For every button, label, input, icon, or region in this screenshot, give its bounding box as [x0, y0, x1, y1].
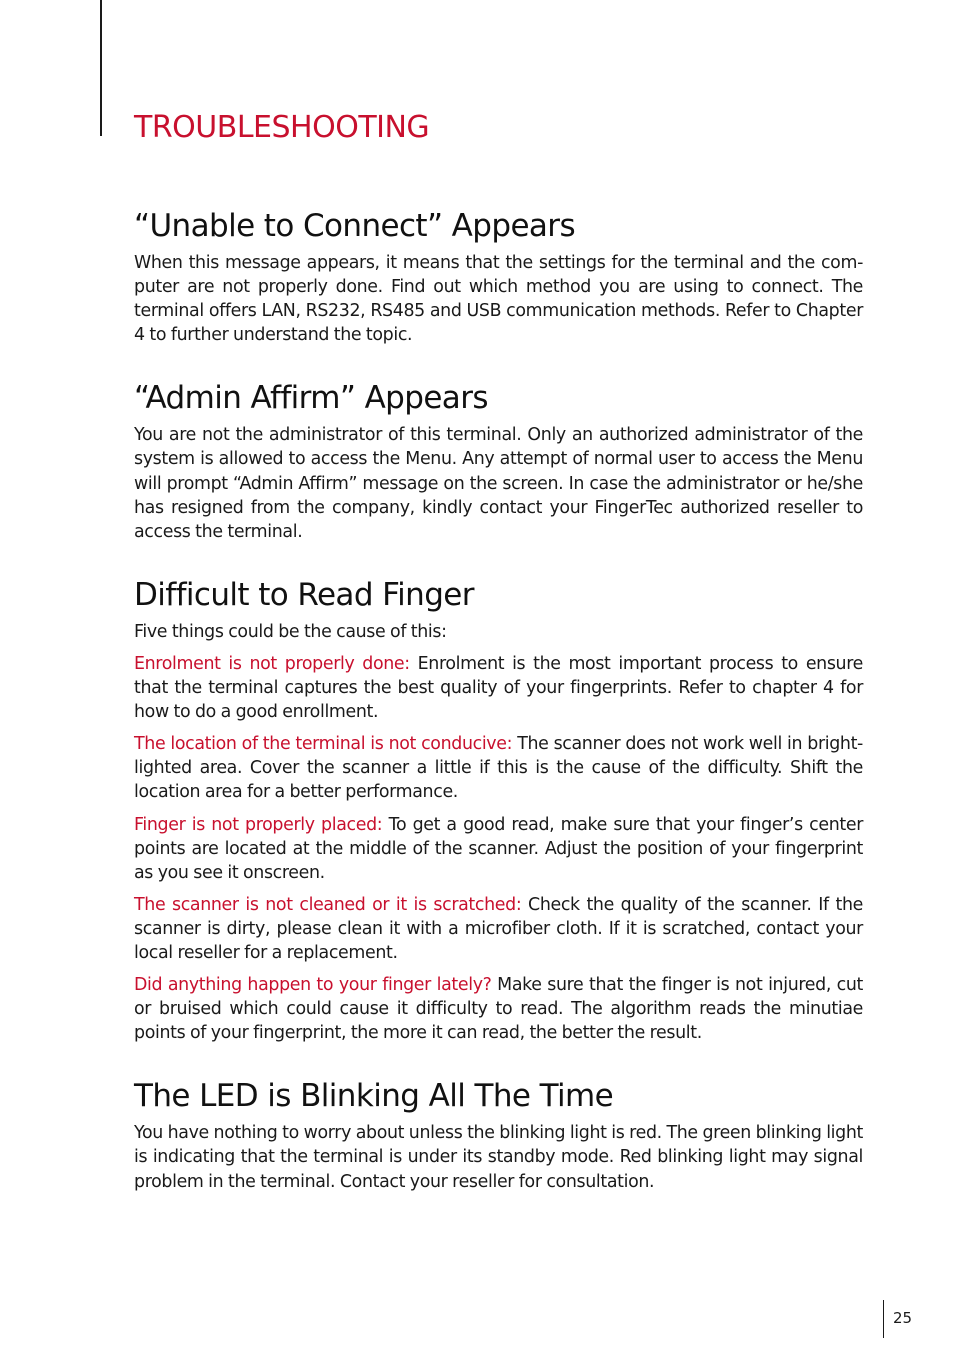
margin-rule — [100, 0, 102, 136]
section-label: TROUBLESHOOTING — [134, 110, 430, 145]
cause-text: The scanner does not work well in bright-lighted area. Cover the scanner a little if this is the cause of the difficulty. Shift the location area for a better performance. — [134, 734, 863, 803]
cause-lead: The scanner is not cleaned or it is scratched: — [134, 894, 522, 915]
cause-item — [134, 813, 863, 885]
page-number: 25 — [893, 1309, 913, 1327]
cause-text: Enrolment is the most important process to ensure that the terminal captures the best quality of your fingerprints. Refer to chapter 4 for how to do a good enrollment. — [134, 653, 863, 723]
page-content — [134, 205, 863, 1224]
section-led-blinking — [134, 1075, 863, 1193]
section-heading: The LED is Blinking All The Time — [134, 1078, 614, 1115]
cause-item — [134, 732, 863, 804]
section-admin-affirm — [134, 377, 863, 543]
section-body: When this message appears, it means that the settings for the terminal and the com-puter are not properly done. Find out which method you are using to connect. The terminal offers LAN, RS232, RS485 and USB communication methods. Refer to Chapter 4 to further understand the topic. — [134, 253, 863, 346]
cause-lead: Enrolment is not properly done: — [134, 653, 410, 674]
cause-lead: The location of the terminal is not conducive: — [134, 734, 513, 755]
section-body: You are not the administrator of this terminal. Only an authorized administrator of the system is allowed to access the Menu. Any attempt of normal user to access the Menu will prompt “Admin Affirm” message on the screen. In case the administrator or he/she has resigned from the company, kindly contact your FingerTec authorized reseller to access the terminal. — [134, 425, 863, 542]
section-heading: “Unable to Connect” Appears — [134, 208, 576, 244]
cause-item — [134, 973, 863, 1045]
section-unable-to-connect — [134, 205, 863, 347]
section-difficult-to-read-finger — [134, 574, 863, 1046]
cause-item — [134, 652, 863, 724]
section-intro: Five things could be the cause of this: — [134, 621, 447, 642]
section-heading: “Admin Affirm” Appears — [134, 380, 488, 417]
cause-lead: Did anything happen to your finger lately? — [134, 975, 492, 996]
cause-item — [134, 893, 863, 965]
cause-lead: Finger is not properly placed: — [134, 814, 383, 835]
cause-text: To get a good read, make sure that your finger’s center points are located at the middle of the scanner. Adjust the position of your fingerprint as you see it onscreen. — [134, 814, 863, 883]
section-heading: Difficult to Read Finger — [134, 576, 474, 613]
cause-text: Check the quality of the scanner. If the scanner is dirty, please clean it with a microfiber cloth. If it is scratched, contact your local reseller for a replacement. — [134, 894, 863, 963]
page-number-rule — [883, 1300, 884, 1338]
section-body: You have nothing to worry about unless the blinking light is red. The green blinking light is indicating that the terminal is under its standby mode. Red blinking light may signal problem in the terminal. Contact your reseller for consultation. — [134, 1123, 863, 1192]
cause-text: Make sure that the finger is not injured, cut or bruised which could cause it difficulty to read. The algorithm reads the minutiae points of your fingerprint, the more it can read, the better the result. — [134, 975, 864, 1044]
